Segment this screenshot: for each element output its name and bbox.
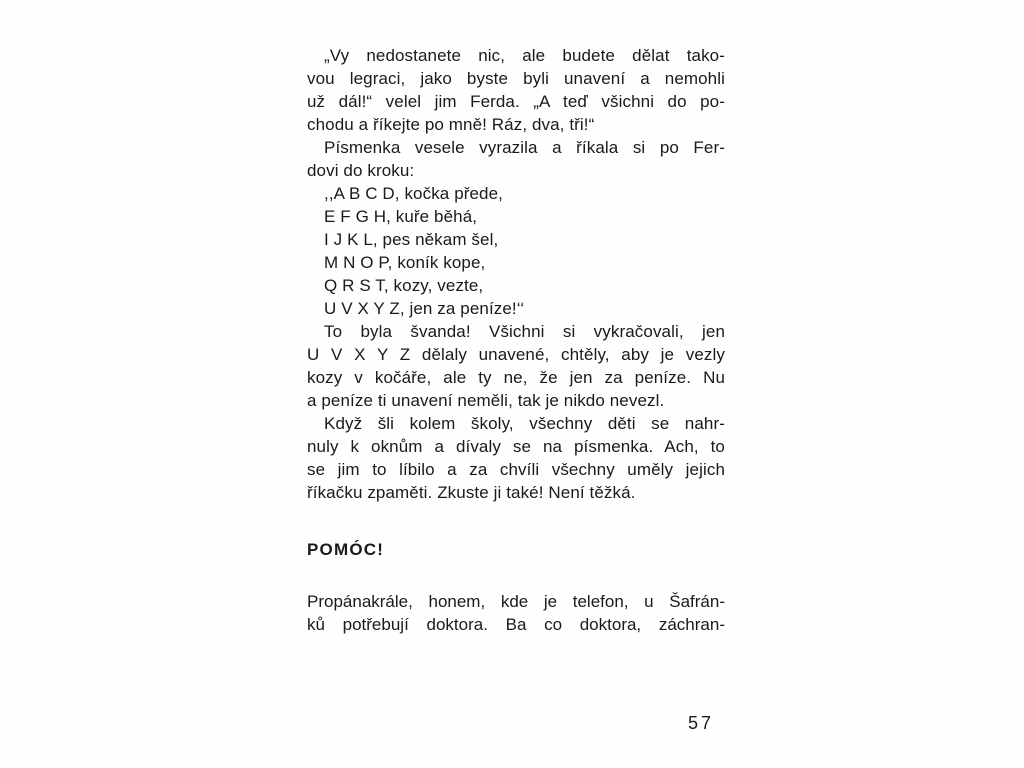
paragraph5-line: Propánakrále, honem, kde je telefon, u Šafrán- [307, 592, 725, 611]
paragraph4-line: Když šli kolem školy, všechny děti se nahr- [324, 414, 725, 433]
paragraph4-line: říkačku zpaměti. Zkuste ji také! Není těžká. [307, 483, 636, 502]
rhyme-line: E F G H, kuře běhá, [324, 207, 478, 226]
paragraph2-line: Písmenka vesele vyrazila a říkala si po Fer- [324, 138, 725, 157]
paragraph1-line: už dál!“ velel jim Ferda. „A teď všichni do po- [307, 92, 725, 111]
rhyme-line: Q R S T, kozy, vezte, [324, 276, 484, 295]
main-text-block [307, 44, 725, 504]
rhyme-line: U V X Y Z, jen za peníze!‘‘ [324, 299, 525, 318]
paragraph3-line: kozy v kočáře, ale ty ne, že jen za peníze. Nu [307, 368, 725, 387]
paragraph3-line: a peníze ti unavení neměli, tak je nikdo nevezl. [307, 391, 665, 410]
section-text-block [307, 590, 725, 636]
paragraph1-line: „Vy nedostanete nic, ale budete dělat tako- [324, 46, 725, 65]
paragraph1-line: vou legraci, jako byste byli unavení a nemohli [307, 69, 725, 88]
paragraph1-line: chodu a říkejte po mně! Ráz, dva, tři!“ [307, 115, 595, 134]
section-heading: POMÓC! [307, 540, 385, 559]
paragraph4-line: se jim to líbilo a za chvíli všechny uměly jejich [307, 460, 725, 479]
paragraph2-line: dovi do kroku: [307, 161, 415, 180]
rhyme-line: M N O P, koník kope, [324, 253, 486, 272]
page-number: 57 [688, 713, 715, 733]
paragraph3-line: To byla švanda! Všichni si vykračovali, jen [324, 322, 725, 341]
rhyme-line: I J K L, pes někam šel, [324, 230, 499, 249]
paragraph5-line: ků potřebují doktora. Ba co doktora, záchran- [307, 615, 725, 634]
paragraph4-line: nuly k oknům a dívaly se na písmenka. Ach, to [307, 437, 725, 456]
paragraph3-line: U V X Y Z dělaly unavené, chtěly, aby je vezly [307, 345, 725, 364]
rhyme-line: ,,A B C D, kočka přede, [324, 184, 503, 203]
